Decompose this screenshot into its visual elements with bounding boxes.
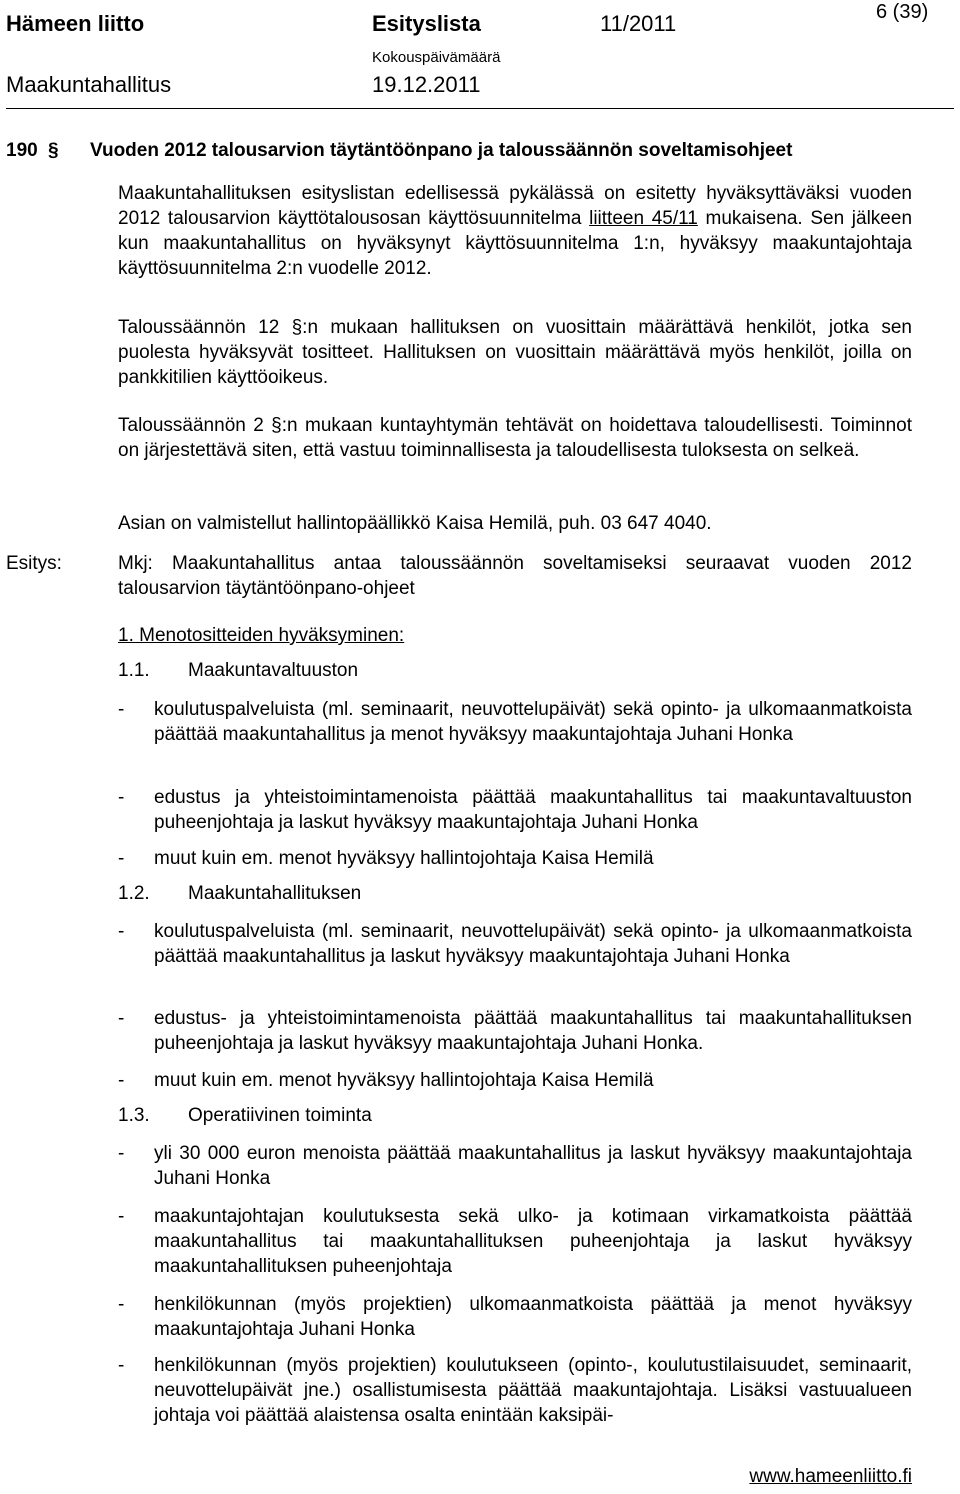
board-name: Maakuntahallitus (6, 72, 172, 97)
paragraph-1-text-b: mukaisena. Sen jälkeen kun maakuntahallitus on hyväksynyt käyttösuunnitelma 1:n, hyväksyy maakuntajohtaja käyttösuunnitelma 2:n vuodelle 2012. (118, 208, 913, 279)
section-title: Vuoden 2012 talousarvion täytäntöönpano ja taloussäännön soveltamisohjeet (90, 140, 793, 161)
list-item-text: edustus ja yhteistoimintamenoista päättää maakuntahallitus tai maakuntavaltuuston puheenjohtaja ja laskut hyväksyy maakuntajohtaja Juhani Honka (154, 787, 912, 833)
section-symbol: § (48, 140, 59, 161)
subsection-number: 1.2. (118, 883, 150, 904)
list-item (118, 697, 912, 747)
subsection-title: Operatiivinen toiminta (188, 1105, 372, 1126)
list-item-text: henkilökunnan (myös projektien) koulutukseen (opinto-, koulutustilaisuudet, seminaarit, neuvottelupäivät jne.) osallistumisesta päättää maakuntajohtaja. Lisäksi vastuualueen johtaja voi päättää alaistensa osalta enintään kaksipäi- (154, 1355, 912, 1426)
bullet-dash: - (118, 1206, 125, 1227)
subsection-1-1 (118, 660, 358, 682)
paragraph-4: Asian on valmistellut hallintopäällikkö Kaisa Hemilä, puh. 03 647 4040. (118, 513, 712, 534)
section-number: 190 (6, 140, 38, 161)
list-item (118, 846, 912, 871)
list-item-text: koulutuspalveluista (ml. seminaarit, neuvottelupäivät) sekä opinto- ja ulkomaanmatkoista päättää maakuntahallitus ja laskut hyväksyy maakuntajohtaja Juhani Honka (154, 921, 912, 967)
list-item (118, 1292, 912, 1342)
bullet-dash: - (118, 1355, 125, 1376)
list-item-text: yli 30 000 euron menoista päättää maakuntahallitus ja laskut hyväksyy maakuntajohtaja Juhani Honka (154, 1143, 912, 1189)
header-rule (6, 108, 954, 109)
subsection-number: 1.1. (118, 660, 150, 681)
bullet-dash: - (118, 1070, 125, 1091)
subsection-title: Maakuntavaltuuston (188, 660, 359, 681)
paragraph-1-text-a: Maakuntahallituksen esityslistan edellisessä pykälässä on esitetty hyväksyttäväksi vuoden 2012 talousarvion käyttötalousosan käyttösuunnitelma (118, 183, 912, 229)
list-item (118, 919, 912, 969)
subsection-title: Maakuntahallituksen (188, 883, 362, 904)
meeting-date-label: Kokouspäivämäärä (372, 49, 501, 66)
page-number: 6 (39) (876, 1, 929, 23)
paragraph-2: Taloussäännön 12 §:n mukaan hallituksen on vuosittain määrättävä henkilöt, jotka sen puolesta hyväksyvät tositteet. Hallituksen on vuosittain määrättävä myös henkilöt, joilla on pankkitilien käyttöoikeus. (118, 317, 912, 388)
bullet-dash: - (118, 921, 125, 942)
bullet-dash: - (118, 787, 125, 808)
list-item-text: muut kuin em. menot hyväksyy hallintojohtaja Kaisa Hemilä (154, 1070, 654, 1091)
proposal-text: Mkj: Maakuntahallitus antaa taloussäännön soveltamiseksi seuraavat vuoden 2012 talousarvion täytäntöönpano-ohjeet (118, 553, 912, 599)
bullet-dash: - (118, 1143, 125, 1164)
paragraph-3: Taloussäännön 2 §:n mukaan kuntayhtymän tehtävät on hoidettava taloudellisesti. Toiminnot on järjestettävä siten, että vastuu toiminnallisesta ja taloudellisesta tuloksesta on selkeä. (118, 415, 912, 461)
proposal-label: Esitys: (6, 553, 62, 574)
document-type: Esityslista (372, 11, 481, 36)
subsection-1-3 (118, 1105, 372, 1127)
list-item (118, 1006, 912, 1056)
list-item-text: muut kuin em. menot hyväksyy hallintojohtaja Kaisa Hemilä (154, 848, 654, 869)
bullet-dash: - (118, 1008, 125, 1029)
list-item-text: maakuntajohtajan koulutuksesta sekä ulko- ja kotimaan virkamatkoista päättää maakuntahallitus tai maakuntahallituksen puheenjohtaja ja laskut hyväksyy maakuntahallituksen puheenjohtaja (154, 1206, 912, 1277)
subsection-1-2 (118, 883, 361, 905)
footer-website-link[interactable]: www.hameenliitto.fi (749, 1466, 912, 1487)
bullet-dash: - (118, 699, 125, 720)
list-item (118, 1353, 912, 1428)
list-item (118, 785, 912, 835)
attachment-link[interactable]: liitteen 45/11 (589, 208, 698, 229)
subsection-number: 1.3. (118, 1105, 150, 1126)
heading-approval-text: 1. Menotositteiden hyväksyminen: (118, 625, 405, 646)
list-item-text: henkilökunnan (myös projektien) ulkomaanmatkoista päättää ja menot hyväksyy maakuntajohtaja Juhani Honka (154, 1294, 912, 1340)
bullet-dash: - (118, 848, 125, 869)
list-item-text: koulutuspalveluista (ml. seminaarit, neuvottelupäivät) sekä opinto- ja ulkomaanmatkoista päättää maakuntahallitus ja menot hyväksyy maakuntajohtaja Juhani Honka (154, 699, 912, 745)
list-item (118, 1204, 912, 1279)
list-item (118, 1068, 912, 1093)
list-item (118, 1141, 912, 1191)
paragraph-1 (118, 181, 912, 281)
meeting-date: 19.12.2011 (372, 72, 481, 97)
organization-name: Hämeen liitto (6, 11, 145, 36)
section-heading (6, 140, 956, 162)
bullet-dash: - (118, 1294, 125, 1315)
heading-approval (118, 623, 912, 648)
document-number: 11/2011 (600, 11, 677, 36)
list-item-text: edustus- ja yhteistoimintamenoista päättää maakuntahallitus tai maakuntahallituksen puheenjohtaja ja laskut hyväksyy maakuntajohtaja Juhani Honka. (154, 1008, 912, 1054)
